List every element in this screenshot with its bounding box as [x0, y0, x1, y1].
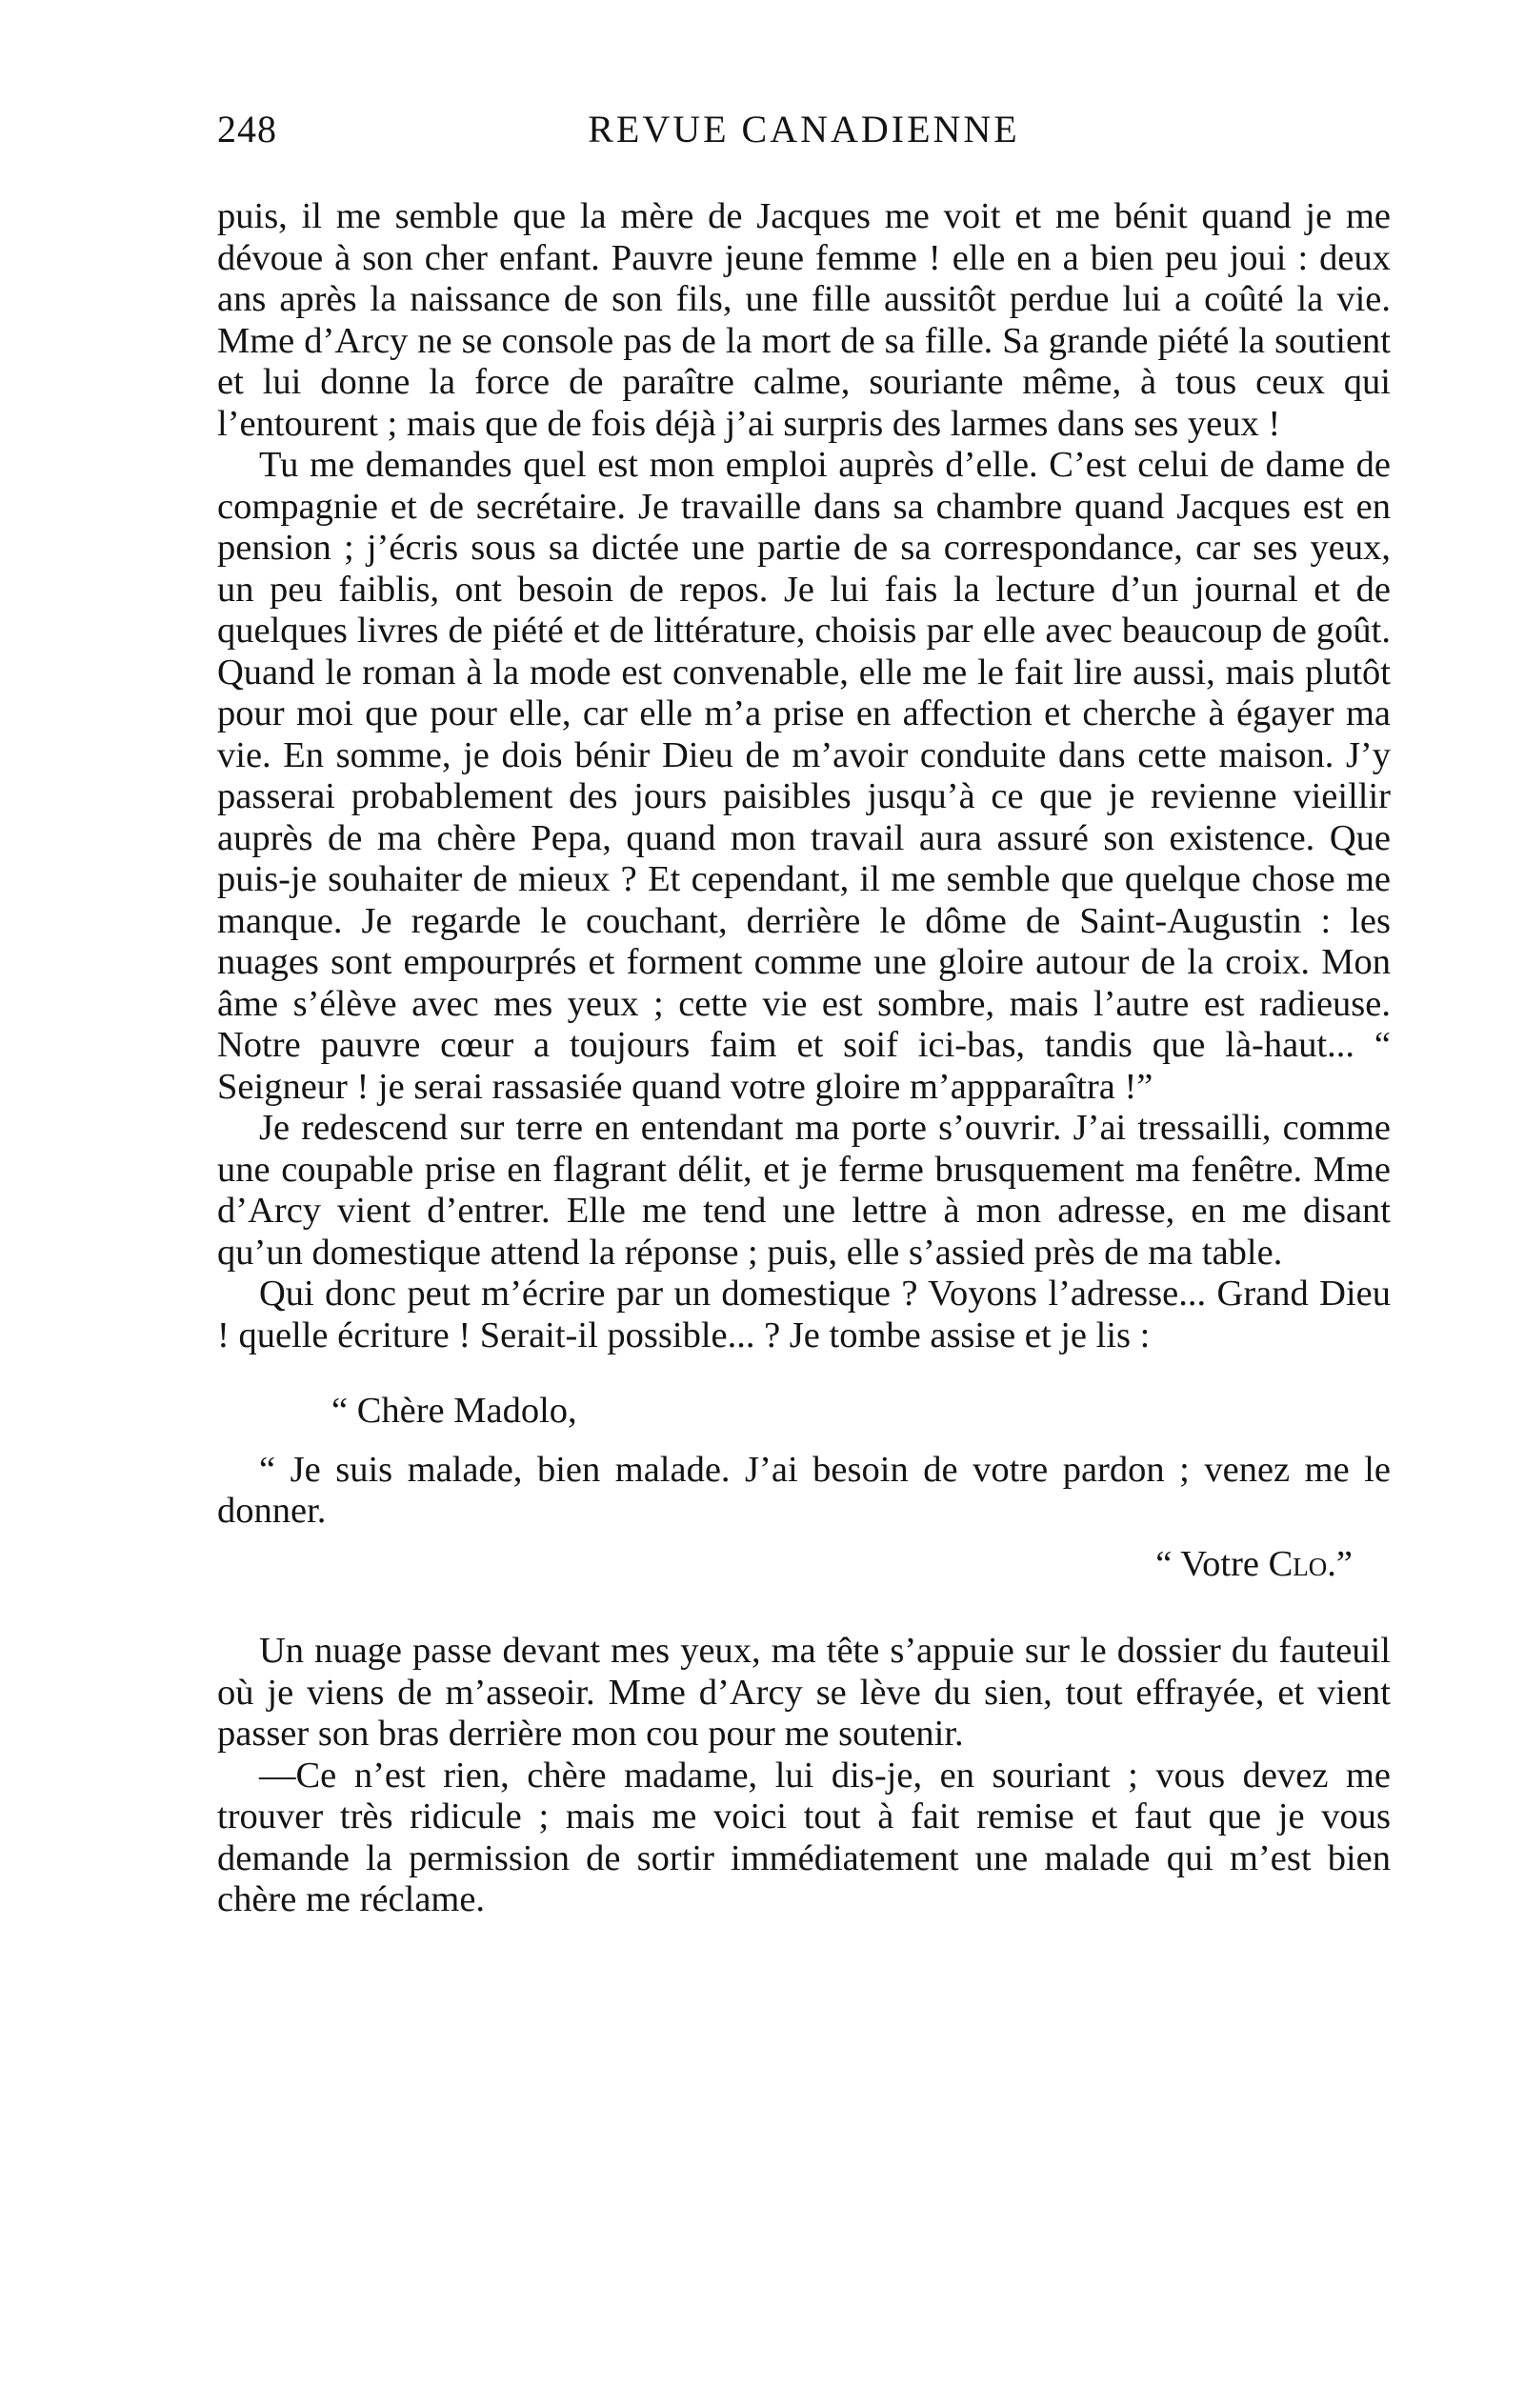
letter-signature — [217, 1544, 1391, 1586]
paragraph: Je redescend sur terre en entendant ma porte s’ouvrir. J’ai tressailli, comme une coupable prise en flagrant délit, et je ferme brusquement ma fenêtre. Mme d’Arcy vient d’entrer. Elle me tend une lettre à mon adresse, en me disant qu’un domestique attend la réponse ; puis, elle s’assied près de ma table. — [217, 1108, 1391, 1273]
running-title: REVUE CANADIENNE — [588, 108, 1020, 150]
paragraph-continuation: puis, il me semble que la mère de Jacques me voit et me bénit quand je me dévoue à son cher enfant. Pauvre jeune femme ! elle en a bien peu joui : deux ans après la naissance de son fils, une fille aussitôt perdue lui a coûté la vie. Mme d’Arcy ne se console pas de la mort de sa fille. Sa grande piété la soutient et lui donne la force de paraître calme, souriante même, à tous ceux qui l’entourent ; mais que de fois déjà j’ai surpris des larmes dans ses yeux ! — [217, 196, 1391, 444]
page-header — [217, 107, 1391, 160]
paragraph: Qui donc peut m’écrire par un domestique ? Voyons l’adresse... Grand Dieu ! quelle écriture ! Serait-il possible... ? Je tombe assise et je lis : — [217, 1274, 1391, 1355]
letter-body: “ Je suis malade, bien malade. J’ai besoin de votre pardon ; venez me le donner. — [217, 1449, 1391, 1531]
paragraph: Tu me demandes quel est mon emploi auprès d’elle. C’est celui de dame de compagnie et de secrétaire. Je travaille dans sa chambre quand Jacques est en pension ; j’écris sous sa dictée une partie de sa correspondance, car ses yeux, un peu faiblis, ont besoin de repos. Je lui fais la lecture d’un journal et de quelques livres de piété et de littérature, choisis par elle avec beaucoup de goût. Quand le roman à la mode est convenable, elle me le fait lire aussi, mais plutôt pour moi que pour elle, car elle m’a prise en affection et cherche à égayer ma vie. En somme, je dois bénir Dieu de m’avoir conduite dans cette maison. J’y passerai probablement des jours paisibles jusqu’à ce que je revienne vieillir auprès de ma chère Pepa, quand mon travail aura assuré son existence. Que puis-je souhaiter de mieux ? Et cependant, il me semble que quelque chose me manque. Je regarde le couchant, derrière le dôme de Saint-Augustin : les nuages sont empourprés et forment comme une gloire autour de la croix. Mon âme s’élève avec mes yeux ; cette vie est sombre, mais l’autre est radieuse. Notre pauvre cœur a toujours faim et soif ici-bas, tandis que là-haut... “ Seigneur ! je serai rassasiée quand votre gloire m’appparaîtra !” — [217, 445, 1391, 1107]
signature-name: Clo.” — [1268, 1543, 1353, 1584]
letter-salutation: “ Chère Madolo, — [331, 1391, 577, 1431]
paragraph: —Ce n’est rien, chère madame, lui dis-je, en souriant ; vous devez me trouver très ridicule ; mais me voici tout à fait remise et faut que je vous demande la permission de sortir immédiatement une malade qui m’est bien chère me réclame. — [217, 1755, 1391, 1919]
page-number: 248 — [217, 108, 277, 150]
signature-prefix: “ Votre — [1155, 1543, 1269, 1584]
paragraph: Un nuage passe devant mes yeux, ma tête s’appuie sur le dossier du fauteuil où je viens de m’asseoir. Mme d’Arcy se lève du sien, tout effrayée, et vient passer son bras derrière mon cou pour me soutenir. — [217, 1631, 1391, 1754]
body-text — [217, 196, 1391, 1921]
